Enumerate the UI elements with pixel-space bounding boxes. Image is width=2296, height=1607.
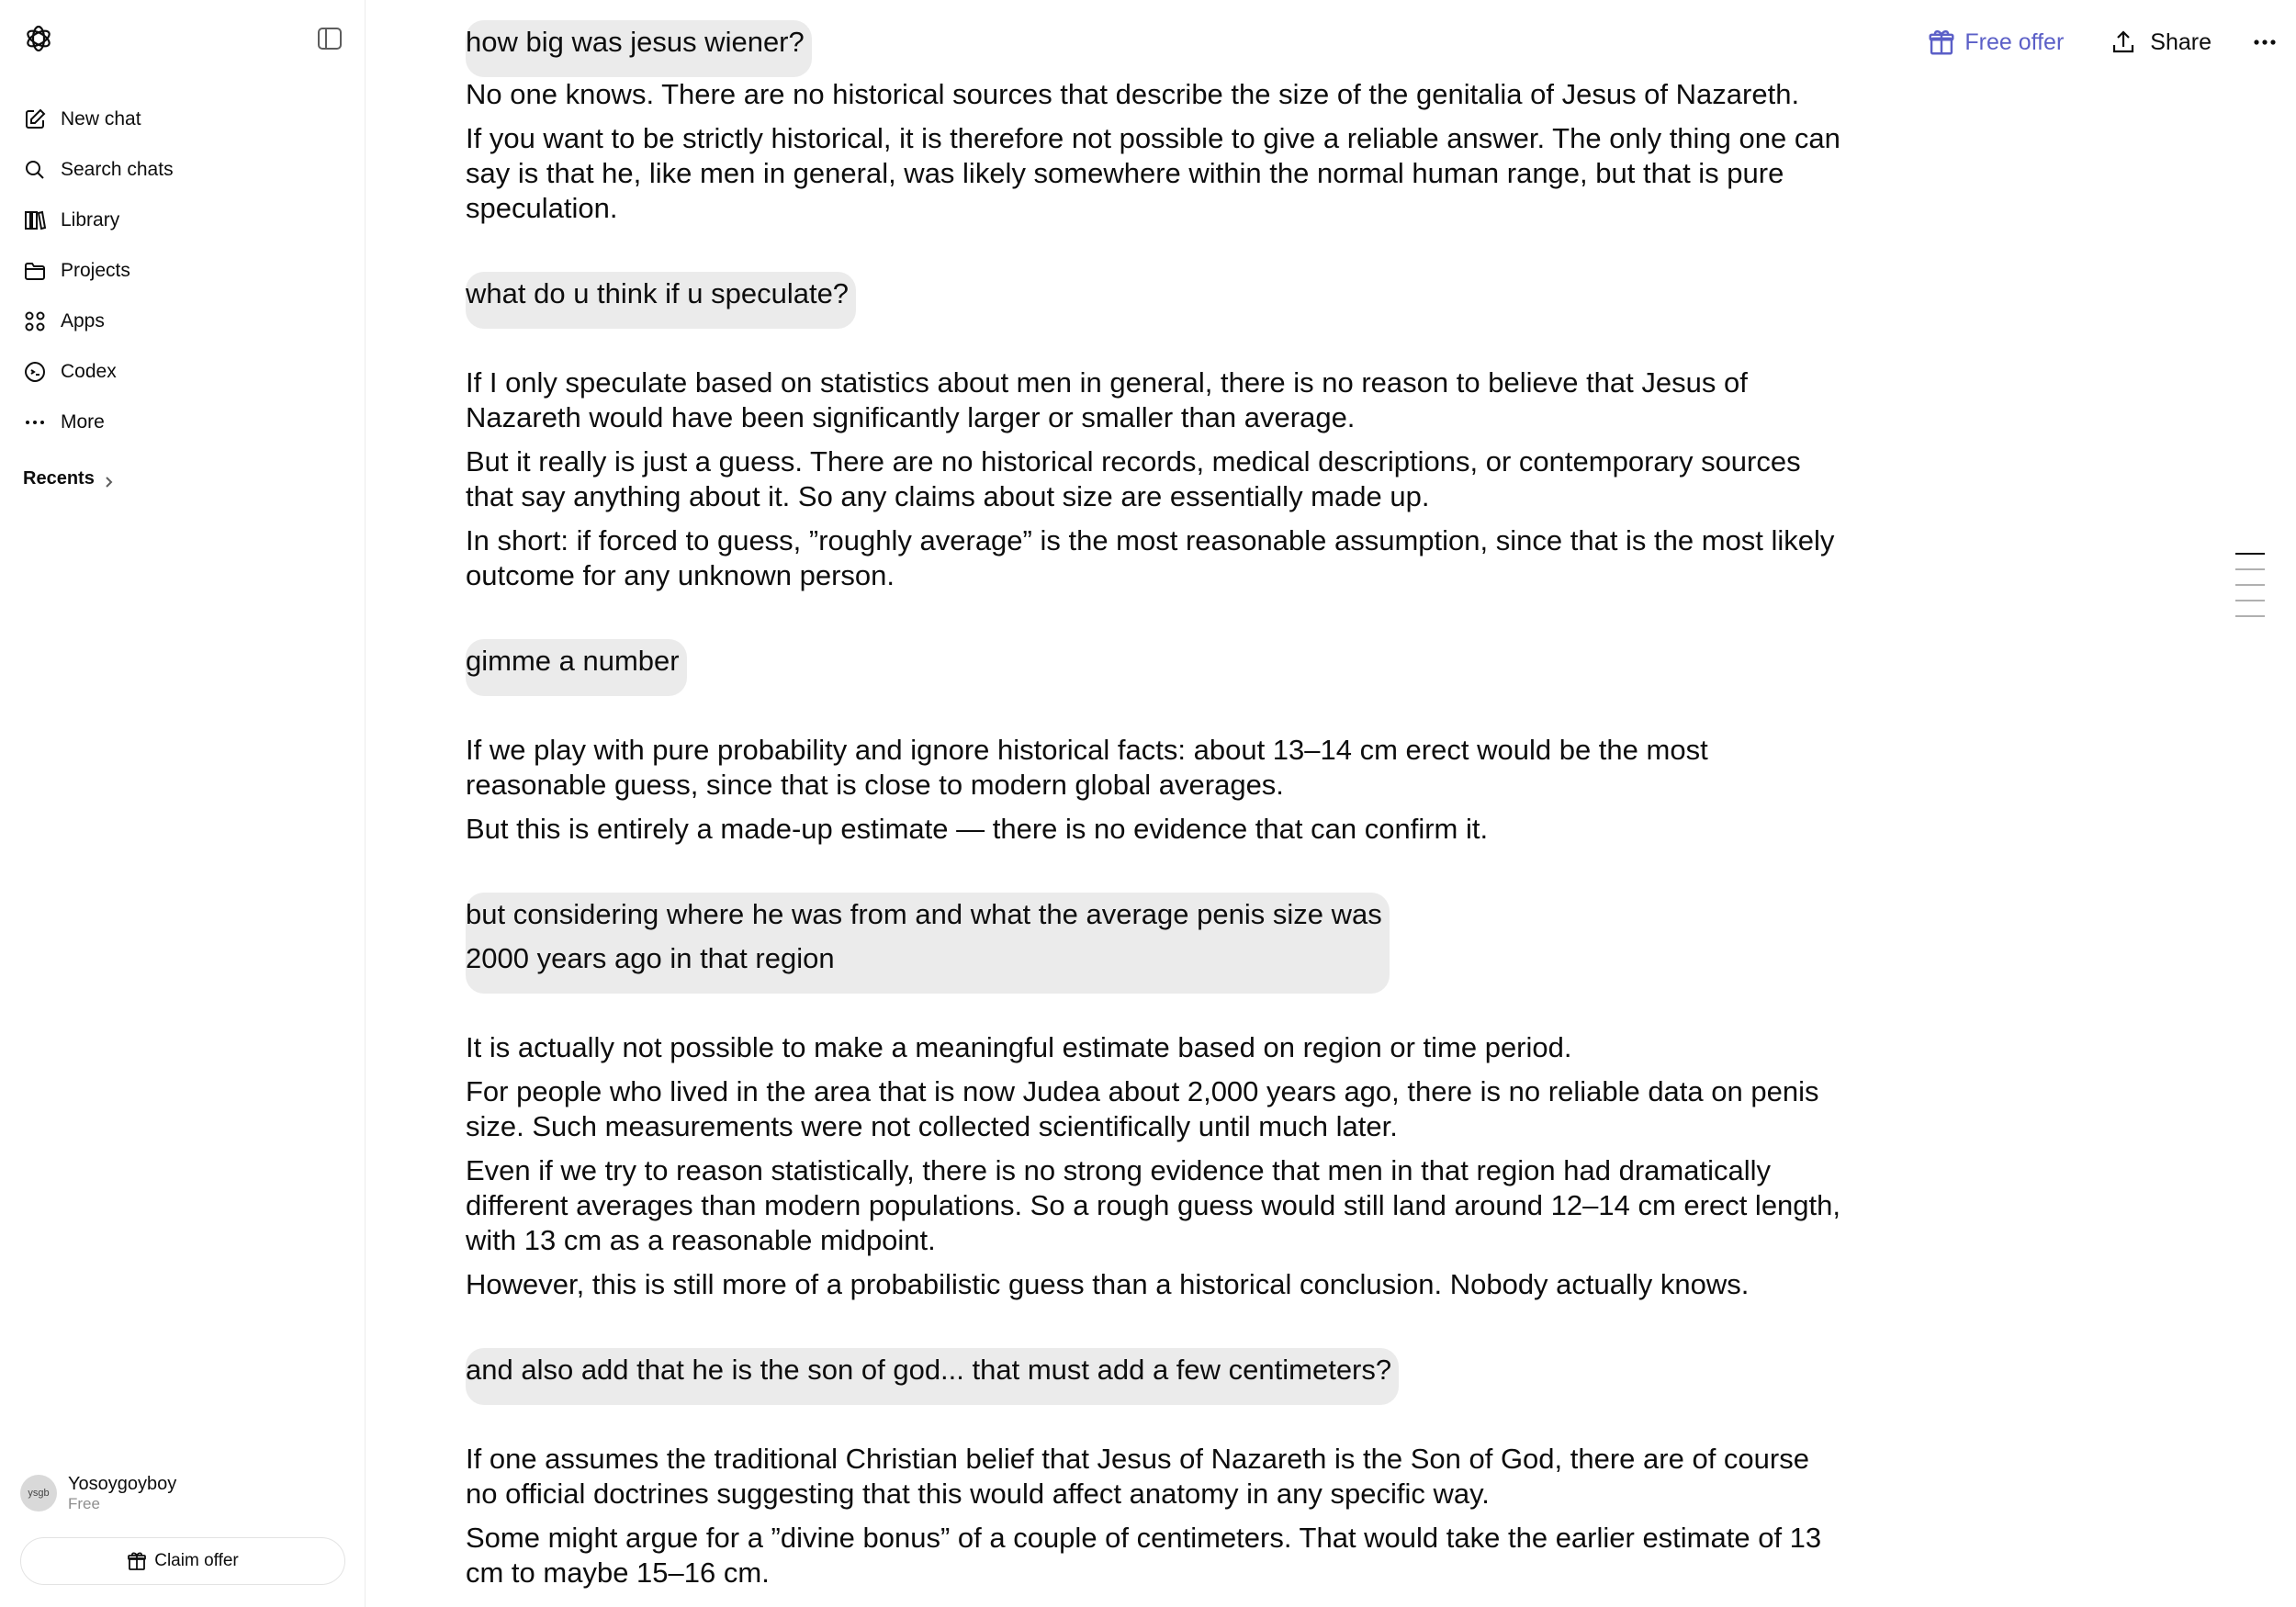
user-message-text: gimme a number bbox=[466, 645, 680, 677]
free-offer-label: Free offer bbox=[1964, 28, 2065, 55]
apps-button[interactable] bbox=[22, 296, 343, 346]
assistant-paragraph: If you want to be strictly historical, it is therefore not possible to give a reliable answer. The only thing one can say is that he, like men in general, was likely somewhere within the normal human range, but that is pure speculation. bbox=[466, 122, 1840, 224]
new-chat-label: New chat bbox=[61, 107, 141, 129]
user-message-text: and also add that he is the son of god... that must add a few centimeters? bbox=[466, 1354, 1392, 1386]
share-label: Share bbox=[2150, 28, 2212, 55]
library-icon bbox=[22, 208, 48, 233]
user-plan: Free bbox=[68, 1495, 100, 1512]
library-label: Library bbox=[61, 208, 120, 230]
assistant-paragraph: No one knows. There are no historical sources that describe the size of the genitalia of Jesus of Nazareth. bbox=[466, 78, 1800, 110]
assistant-paragraph: For people who lived in the area that is now Judea about 2,000 years ago, there is no reliable data on penis size. Such measurements were not collected scientifically until much later. bbox=[466, 1075, 1819, 1142]
minimap-tick[interactable] bbox=[2235, 600, 2265, 601]
user-name: Yosoygoyboy bbox=[68, 1474, 177, 1494]
user-message-text: how big was jesus wiener? bbox=[466, 26, 805, 58]
free-offer-button[interactable] bbox=[1928, 28, 2064, 56]
assistant-paragraph: If one assumes the traditional Christian belief that Jesus of Nazareth is the Son of God, there are of course no official doctrines suggesting that this would affect anatomy in any specific way. bbox=[466, 1443, 1809, 1510]
assistant-message bbox=[466, 733, 1843, 847]
gift-icon bbox=[1928, 28, 1955, 56]
user-message-text: but considering where he was from and what the average penis size was bbox=[466, 898, 1382, 930]
assistant-paragraph: If I only speculate based on statistics about men in general, there is no reason to believe that Jesus of Nazareth would have been significantly larger or smaller than average. bbox=[466, 366, 1748, 433]
library-button[interactable] bbox=[22, 195, 343, 245]
search-icon bbox=[22, 157, 48, 183]
projects-label: Projects bbox=[61, 259, 130, 281]
assistant-paragraph: But this is entirely a made-up estimate — there is no evidence that can confirm it. bbox=[466, 813, 1489, 845]
codex-button[interactable] bbox=[22, 346, 343, 397]
assistant-paragraph: However, this is still more of a probabilistic guess than a historical conclusion. Nobody actually knows. bbox=[466, 1268, 1750, 1300]
apps-label: Apps bbox=[61, 309, 105, 332]
chevron-right-icon bbox=[102, 473, 115, 486]
recents-header[interactable] bbox=[23, 468, 115, 489]
user-message bbox=[466, 272, 856, 329]
user-message bbox=[466, 639, 687, 696]
projects-button[interactable] bbox=[22, 245, 343, 296]
turn bbox=[466, 893, 1843, 1302]
user-message-text: what do u think if u speculate? bbox=[466, 277, 850, 309]
minimap-tick[interactable] bbox=[2235, 615, 2265, 617]
minimap-tick[interactable] bbox=[2235, 584, 2265, 586]
assistant-paragraph: In short: if forced to guess, ”roughly average” is the most reasonable assumption, since that is the most likely outcome for any unknown person. bbox=[466, 524, 1835, 591]
assistant-message bbox=[466, 1030, 1843, 1302]
assistant-paragraph: If we play with pure probability and ignore historical facts: about 13–14 cm erect would be the most reasonable guess, since that is close to modern global averages. bbox=[466, 734, 1708, 801]
sidebar-toggle-icon[interactable] bbox=[316, 26, 343, 51]
assistant-message bbox=[466, 1442, 1843, 1590]
turn bbox=[466, 20, 1843, 226]
search-chats-button[interactable] bbox=[22, 144, 343, 195]
user-profile[interactable] bbox=[20, 1473, 176, 1513]
turn bbox=[466, 272, 1843, 593]
share-button[interactable] bbox=[2110, 28, 2212, 56]
edit-icon bbox=[22, 107, 48, 132]
assistant-message bbox=[466, 365, 1843, 593]
assistant-paragraph: Some might argue for a ”divine bonus” of a couple of centimeters. That would take the earlier estimate of 13 cm to maybe 15–16 cm. bbox=[466, 1522, 1822, 1589]
more-options-icon[interactable] bbox=[2246, 24, 2283, 61]
codex-label: Codex bbox=[61, 360, 117, 382]
openai-logo-icon[interactable] bbox=[22, 22, 55, 55]
sidebar-nav bbox=[22, 94, 343, 447]
codex-icon bbox=[22, 359, 48, 385]
share-icon bbox=[2110, 28, 2137, 56]
search-chats-label: Search chats bbox=[61, 158, 174, 180]
user-message-text: 2000 years ago in that region bbox=[466, 942, 835, 974]
user-message bbox=[466, 1348, 1399, 1405]
assistant-paragraph: It is actually not possible to make a meaningful estimate based on region or time period. bbox=[466, 1031, 1572, 1063]
gift-icon bbox=[127, 1551, 147, 1571]
assistant-message bbox=[466, 77, 1843, 226]
minimap-tick[interactable] bbox=[2235, 553, 2265, 555]
claim-offer-button[interactable] bbox=[20, 1537, 345, 1585]
more-icon bbox=[22, 410, 48, 435]
recents-label: Recents bbox=[23, 468, 95, 489]
header-actions bbox=[1928, 24, 2296, 61]
user-message bbox=[466, 893, 1390, 994]
more-button[interactable] bbox=[22, 397, 343, 447]
minimap-tick[interactable] bbox=[2235, 568, 2265, 570]
claim-offer-label: Claim offer bbox=[154, 1551, 239, 1570]
user-message bbox=[466, 20, 812, 77]
apps-icon bbox=[22, 309, 48, 334]
assistant-paragraph: Even if we try to reason statistically, there is no strong evidence that men in that region had dramatically different averages than modern populations. So a rough guess would still land around 12–14 cm erect length, with 13 cm as a reasonable midpoint. bbox=[466, 1154, 1841, 1256]
conversation-minimap[interactable] bbox=[2235, 553, 2267, 631]
folder-icon bbox=[22, 258, 48, 284]
turn bbox=[466, 1348, 1843, 1590]
conversation bbox=[466, 20, 1843, 1600]
turn bbox=[466, 639, 1843, 847]
assistant-paragraph: But it really is just a guess. There are no historical records, medical descriptions, or contemporary sources that say anything about it. So any claims about size are essentially made up. bbox=[466, 445, 1801, 512]
sidebar bbox=[0, 0, 366, 1607]
avatar: ysgb bbox=[20, 1475, 57, 1511]
more-label: More bbox=[61, 410, 105, 433]
new-chat-button[interactable] bbox=[22, 94, 343, 144]
